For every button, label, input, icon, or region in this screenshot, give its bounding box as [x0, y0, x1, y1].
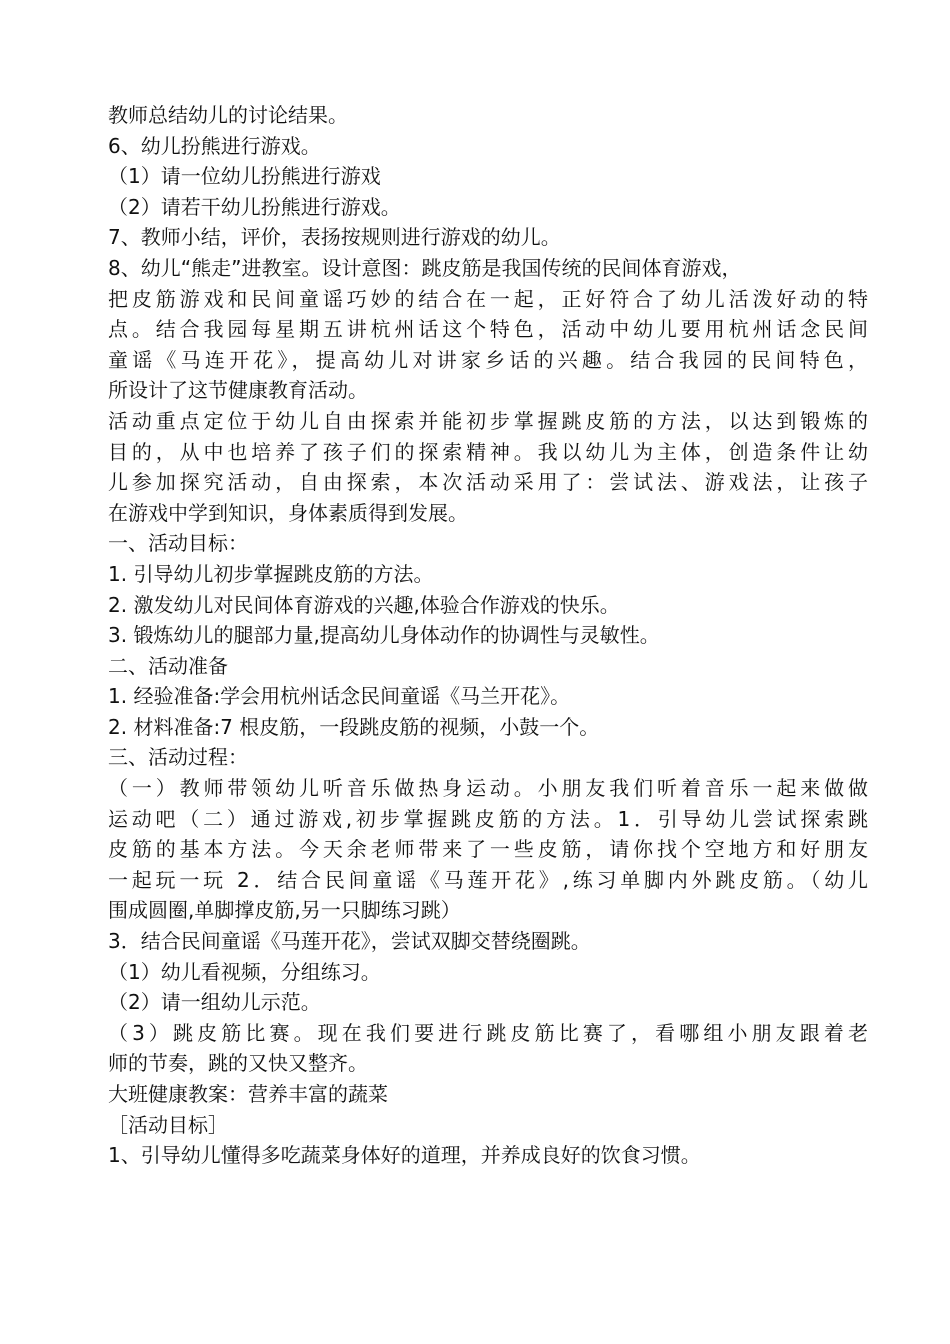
text-line: （1）幼儿看视频，分组练习。 [108, 959, 381, 984]
text-line: 1、引导幼儿懂得多吃蔬菜身体好的道理，并养成良好的饮食习惯。 [108, 1143, 701, 1168]
text-line: 一起玩一玩 2．结合民间童谣《马莲开花》,练习单脚内外跳皮筋。（幼儿 [108, 867, 868, 892]
text-line: （3）跳皮筋比赛。现在我们要进行跳皮筋比赛了，看哪组小朋友跟着老 [108, 1020, 868, 1045]
text-line: 把皮筋游戏和民间童谣巧妙的结合在一起，正好符合了幼儿活泼好动的特 [108, 286, 868, 311]
text-line: 所设计了这节健康教育活动。 [108, 378, 368, 403]
text-line: 运动吧（二）通过游戏,初步掌握跳皮筋的方法。1．引导幼儿尝试探索跳 [108, 806, 868, 831]
text-line: ［活动目标］ [108, 1112, 228, 1137]
text-line: 教师总结幼儿的讨论结果。 [108, 103, 348, 127]
text-line: （2）请若干幼儿扮熊进行游戏。 [108, 194, 401, 219]
text-line: 点。结合我园每星期五讲杭州话这个特色，活动中幼儿要用杭州话念民间 [108, 317, 868, 342]
text-line: 儿参加探究活动，自由探索，本次活动采用了：尝试法、游戏法，让孩子 [108, 470, 868, 495]
text-line: 1. 引导幼儿初步掌握跳皮筋的方法。 [108, 561, 434, 586]
text-line: 1. 经验准备:学会用杭州话念民间童谣《马兰开花》。 [108, 684, 571, 709]
text-line: 围成圆圈,单脚撑皮筋,另一只脚练习跳） [108, 898, 461, 923]
text-line: 皮筋的基本方法。今天余老师带来了一些皮筋，请你找个空地方和好朋友 [108, 837, 868, 862]
text-line: 目的，从中也培养了孩子们的探索精神。我以幼儿为主体，创造条件让幼 [108, 439, 868, 464]
text-line: 童谣《马连开花》，提高幼儿对讲家乡话的兴趣。结合我园的民间特色， [108, 347, 868, 372]
document-body [108, 100, 868, 1171]
text-line: （1）请一位幼儿扮熊进行游戏 [108, 164, 381, 189]
text-line: 一、活动目标： [108, 531, 248, 556]
text-line: 3．结合民间童谣《马莲开花》，尝试双脚交替绕圈跳。 [108, 929, 591, 954]
text-line: 师的节奏，跳的又快又整齐。 [108, 1051, 368, 1076]
text-line: 三、活动过程： [108, 745, 248, 770]
text-line: 3. 锻炼幼儿的腿部力量,提高幼儿身体动作的协调性与灵敏性。 [108, 623, 660, 648]
text-line: 6、幼儿扮熊进行游戏。 [108, 133, 321, 158]
text-line: 7、教师小结，评价，表扬按规则进行游戏的幼儿。 [108, 225, 561, 250]
text-line: 2. 激发幼儿对民间体育游戏的兴趣,体验合作游戏的快乐。 [108, 592, 620, 617]
text-line: 活动重点定位于幼儿自由探索并能初步掌握跳皮筋的方法，以达到锻炼的 [108, 408, 868, 433]
text-line: 在游戏中学到知识，身体素质得到发展。 [108, 500, 468, 525]
text-line: 8、幼儿“熊走”进教室。设计意图：跳皮筋是我国传统的民间体育游戏， [108, 255, 742, 280]
text-line: （2）请一组幼儿示范。 [108, 990, 321, 1015]
text-line: 2. 材料准备:7 根皮筋，一段跳皮筋的视频，小鼓一个。 [108, 714, 600, 739]
text-line: 二、活动准备 [108, 653, 228, 678]
text-line: 大班健康教案：营养丰富的蔬菜 [108, 1082, 388, 1106]
text-line: （一）教师带领幼儿听音乐做热身运动。小朋友我们听着音乐一起来做做 [108, 776, 868, 801]
